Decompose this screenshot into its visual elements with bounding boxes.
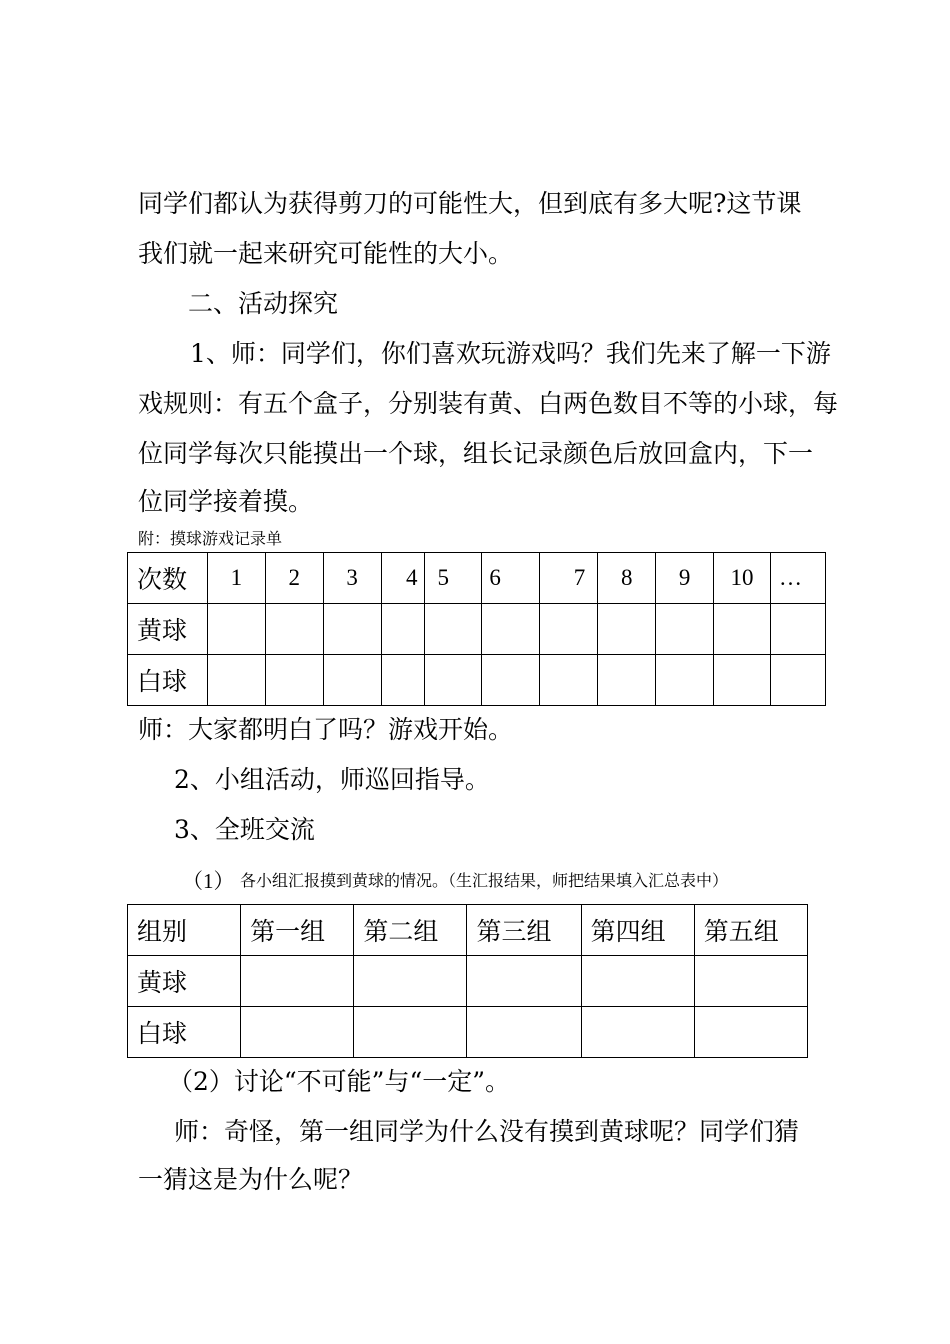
header-cell: 9 <box>656 553 714 604</box>
table-header-row <box>128 905 808 956</box>
paragraph-line: 一猜这是为什么呢？ <box>138 1165 364 1194</box>
paragraph-line: 我们就一起来研究可能性的大小。 <box>138 239 514 268</box>
row-label: 黄球 <box>128 956 241 1007</box>
header-cell: 第一组 <box>241 905 354 956</box>
paragraph-line: 戏规则：有五个盒子，分别装有黄、白两色数目不等的小球，每 <box>138 389 839 418</box>
table-row <box>128 604 826 655</box>
header-cell: 组别 <box>128 905 241 956</box>
paragraph-line: 2、小组活动，师巡回指导。 <box>174 765 490 794</box>
paragraph-line: 同学们都认为获得剪刀的可能性大，但到底有多大呢?这节课 <box>138 189 802 218</box>
record-table <box>127 552 826 706</box>
paragraph-line: 各小组汇报摸到黄球的情况。（生汇报结果，师把结果填入汇总表中） <box>240 871 729 890</box>
summary-table <box>127 904 808 1058</box>
header-cell: 8 <box>598 553 656 604</box>
paragraph-line: 位同学每次只能摸出一个球，组长记录颜色后放回盒内，下一 <box>138 439 814 468</box>
row-label: 白球 <box>128 1007 241 1058</box>
row-label: 黄球 <box>128 604 208 655</box>
row-label: 白球 <box>128 655 208 706</box>
header-cell: 6 <box>482 553 540 604</box>
header-cell: 5 <box>424 553 482 604</box>
header-cell: 第二组 <box>354 905 467 956</box>
header-cell: 7 <box>540 553 598 604</box>
header-cell: 4 <box>381 553 424 604</box>
paragraph-line: 1、师：同学们，你们喜欢玩游戏吗？我们先来了解一下游 <box>190 339 831 368</box>
header-cell: 3 <box>323 553 381 604</box>
paragraph-line: 师：大家都明白了吗？游戏开始。 <box>138 715 514 744</box>
table-header-row <box>128 553 826 604</box>
table-caption: 附：摸球游戏记录单 <box>138 529 283 548</box>
paragraph-line: 3、全班交流 <box>174 815 315 844</box>
header-cell: 第四组 <box>581 905 694 956</box>
header-cell: 2 <box>265 553 323 604</box>
header-cell: 10 <box>714 553 771 604</box>
table-row <box>128 1007 808 1058</box>
header-cell: 第五组 <box>694 905 807 956</box>
table-row <box>128 655 826 706</box>
paragraph-line: 师：奇怪，第一组同学为什么没有摸到黄球呢？同学们猜 <box>174 1117 800 1146</box>
item-number: （1） <box>182 869 235 893</box>
table-row <box>128 956 808 1007</box>
paragraph-line: （2）讨论“不可能”与“一定”。 <box>168 1067 511 1096</box>
header-cell: 1 <box>207 553 265 604</box>
paragraph-line: 位同学接着摸。 <box>138 487 314 516</box>
header-cell: 次数 <box>128 553 208 604</box>
header-cell: 第三组 <box>467 905 581 956</box>
header-cell: … <box>770 553 825 604</box>
section-heading: 二、活动探究 <box>188 289 339 318</box>
